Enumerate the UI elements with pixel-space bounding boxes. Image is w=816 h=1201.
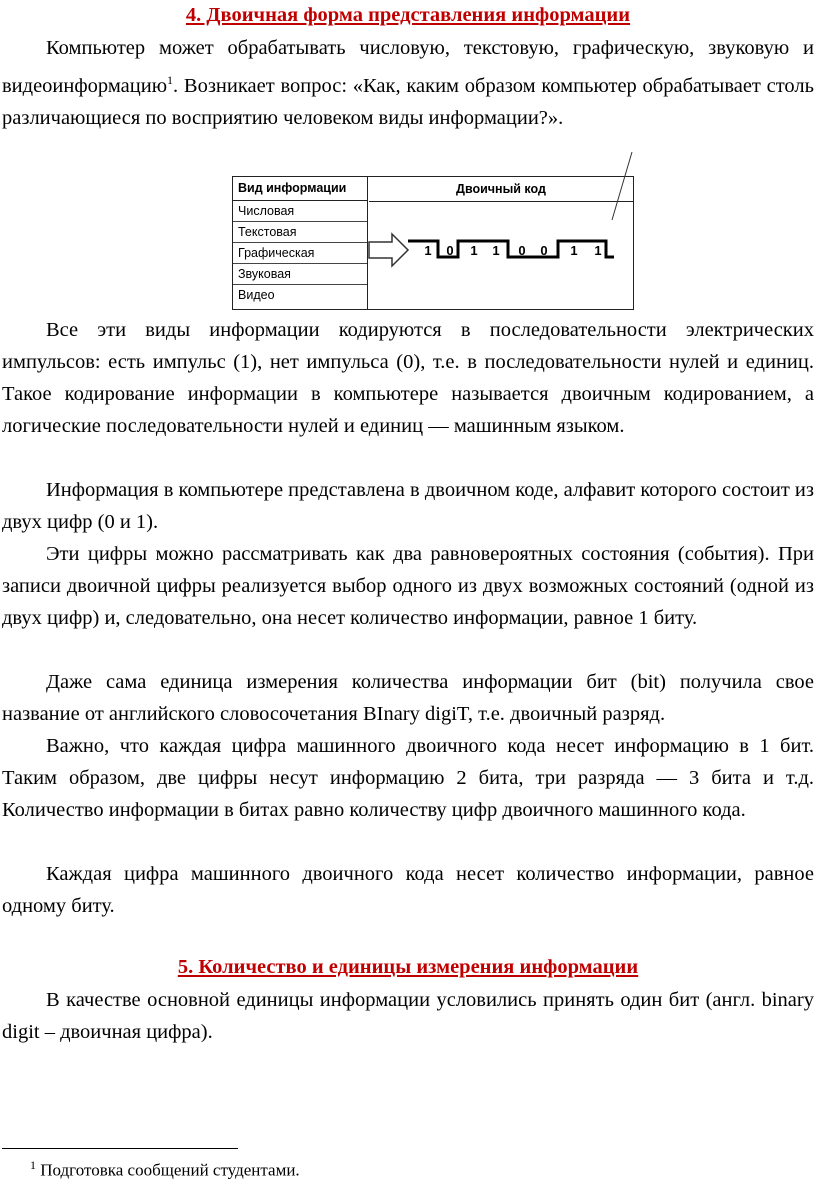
- pulse-signal: [408, 241, 614, 257]
- section-5-heading: 5. Количество и единицы измерения информации: [177, 956, 639, 978]
- info-type-row: Текстовая: [233, 222, 367, 243]
- pulse-diagram: [212, 150, 642, 310]
- paragraph-bit-origin: Даже сама единица измерения количества информации бит (bit) получила свое название от английского словосочетания BInary digiT, т.е. двоичный разряд.: [2, 671, 814, 725]
- paragraph-alphabet: Информация в компьютере представлена в двоичном коде, алфавит которого состоит из двух цифр (0 и 1).: [2, 479, 814, 533]
- info-type-row: Видео: [238, 288, 275, 302]
- paragraph-intro: Компьютер может обрабатывать числовую, текстовую, графическую, звуковую и видеоинформацию$^1$. Возникает вопрос: «Как, каким образом компьютер обрабатывает столь различающиеся по восприятию человеком виды информации?».: [2, 37, 814, 129]
- bit-label: 0: [518, 243, 526, 258]
- bit-label: 0: [540, 243, 548, 258]
- bit-label: 1: [594, 243, 602, 258]
- scan-line: [612, 152, 632, 220]
- bit-label: 1: [570, 243, 578, 258]
- info-type-row: Числовая: [233, 201, 367, 222]
- paragraph-unit: В качестве основной единицы информации условились принять один бит (англ. binary digit – двоичная цифра).: [2, 989, 814, 1043]
- bit-label: 0: [446, 243, 454, 258]
- section-4-heading: 4. Двоичная форма представления информации: [185, 4, 631, 26]
- binary-code-figure: [212, 150, 642, 310]
- footnote: $^1$ Подготовка сообщений студентами.: [30, 1158, 300, 1180]
- paragraph-encoding: Все эти виды информации кодируются в последовательности электрических импульсов: есть импульс (1), нет импульса (0), т.е. в последовательности нулей и единиц. Такое кодирование информации в компьютере называется двоичным кодированием, а логические последовательности нулей и единиц — машинным языком.: [2, 319, 814, 437]
- footnote-divider: [2, 1148, 238, 1149]
- paragraph-one-bit: Каждая цифра машинного двоичного кода несет количество информации, равное одному биту.: [2, 863, 814, 917]
- info-type-header: Вид информации: [233, 177, 367, 201]
- info-type-row: Звуковая: [233, 264, 367, 285]
- paragraph-digit-info: Важно, что каждая цифра машинного двоичного кода несет информацию в 1 бит. Таким образом, две цифры несут информацию 2 бита, три разряда — 3 бита и т.д. Количество информации в битах равно количеству цифр двоичного машинного кода.: [2, 735, 814, 821]
- info-type-row: Графическая: [233, 243, 367, 264]
- bit-label: 1: [424, 243, 432, 258]
- binary-code-header: Двоичный код: [369, 177, 633, 202]
- bit-label: 1: [470, 243, 478, 258]
- footnote-ref[interactable]: 1: [167, 73, 174, 87]
- bit-label: 1: [492, 243, 500, 258]
- paragraph-states: Эти цифры можно рассматривать как два равновероятных состояния (события). При записи двоичной цифры реализуется выбор одного из двух возможных состояний (одной из двух цифр) и, следовательно, она несет количество информации, равное 1 биту.: [2, 543, 814, 629]
- arrow-right-icon: [369, 234, 408, 266]
